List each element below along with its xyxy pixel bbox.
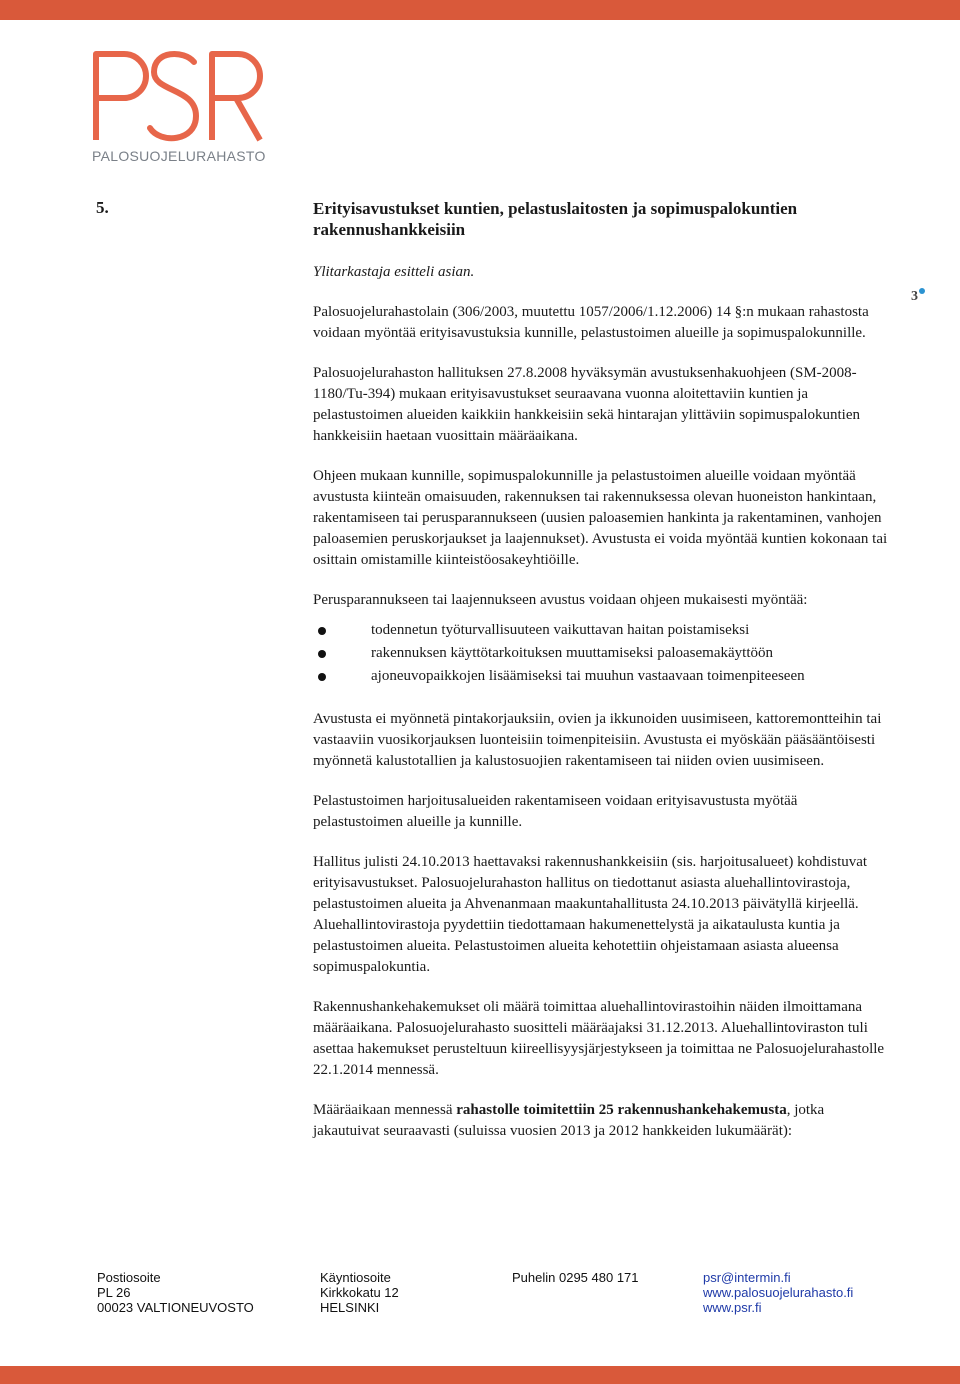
header-color-bar (0, 0, 960, 20)
logo-subtitle: PALOSUOJELURAHASTO (92, 148, 266, 164)
list-item (313, 665, 889, 688)
paragraph-submission: Rakennushankehakemukset oli määrä toimittaa aluehallintovirastoihin näiden ilmoittamana määräaikana. Palosuojelurahasto suositteli määräajaksi 31.12.2013. Aluehallintoviraston tuli asettaa hakemukset perusteltuun kiireellisyysjärjestykseen ja toimittaa ne Palosuojelurahastolle 22.1.2014 mennessä. (313, 999, 885, 1078)
email-link[interactable]: psr@intermin.fi (703, 1270, 791, 1285)
list-item-text: rakennuksen käyttötarkoituksen muuttamiseksi paloasemakäyttöön (371, 645, 773, 661)
footer-contacts (703, 1270, 853, 1315)
section-number: 5. (96, 198, 109, 217)
paragraph-announcement: Hallitus julisti 24.10.2013 haettavaksi rakennushankkeisiin (sis. harjoitusalueet) kohdistuvat erityisavustukset. Palosuojelurahaston hallitus on tiedottanut asiasta aluehallintovirastoja, pelastustoimen alueita ja Ahvenanmaan maakuntahallitusta 24.10.2013 päivätyllä kirjeellä. Aluehallintovirastoja pyydettiin tiedottamaan hakumenettelystä ja aikataulusta kuntia ja pelastustoimen alueita. Pelastustoimen alueita kehotettiin ohjeistamaan asiasta alueensa sopimuspalokuntia. (313, 854, 868, 975)
bold-text: rahastolle toimitettiin 25 rakennushankehakemusta (456, 1102, 787, 1118)
psr-logo (90, 44, 270, 168)
footer-phone (512, 1270, 639, 1285)
footer-line: Puhelin 0295 480 171 (512, 1270, 639, 1285)
footer-line: Kirkkokatu 12 (320, 1285, 399, 1300)
bullet-icon (318, 627, 326, 635)
paragraph-guideline: Palosuojelurahaston hallituksen 27.8.2008 hyväksymän avustuksenhakuohjeen (SM-2008-1180/Tu-394) mukaan erityisavustukset seuraavana vuonna aloitettaviin kuntien ja pelastustoimen alueiden kaikkiin hankkeisiin sekä hintarajan ylittäviin sopimuspalokuntien hankkeisiin haetaan vuosittain määräaikana. (313, 365, 860, 444)
paragraph-presenter: Ylitarkastaja esitteli asian. (313, 264, 475, 280)
footer-line: Käyntiosoite (320, 1270, 391, 1285)
psr-logo-graphic (90, 44, 270, 144)
renovation-criteria-list (313, 619, 889, 688)
list-item-text: todennetun työturvallisuuteen vaikuttavan haitan poistamiseksi (371, 622, 750, 638)
page-number: 3 (911, 289, 918, 304)
paragraph-applications-received (313, 1100, 889, 1142)
bullet-icon (318, 650, 326, 658)
section-title: Erityisavustukset kuntien, pelastuslaitosten ja sopimuspalokuntien rakennushankkeisiin (313, 199, 798, 239)
list-item (313, 619, 889, 642)
website-link[interactable]: www.psr.fi (703, 1300, 762, 1315)
footer-postal-address (97, 1270, 254, 1315)
website-link[interactable]: www.palosuojelurahasto.fi (703, 1285, 854, 1300)
footer-line: 00023 VALTIONEUVOSTO (97, 1300, 254, 1315)
text-span: , jotka jakautuivat seuraavasti (suluissa vuosien 2013 ja 2012 hankkeiden lukumäärät): (313, 1102, 825, 1139)
footer-line: Postiosoite (97, 1270, 161, 1285)
paragraph-eligibility: Ohjeen mukaan kunnille, sopimuspalokunnille ja pelastustoimen alueille voidaan myöntää avustusta kiinteän omaisuuden, rakennuksen tai rakennuksessa olevan huoneiston hankintaan, rakentamiseen tai perusparannukseen (uusien paloasemien hankinta ja rakentaminen, vanhojen paloasemien peruskorjaukset ja laajennukset). Avustusta ei voida myöntää kuntien kokonaan tai osittain omistamille kiinteistöosakeyhtiöille. (313, 468, 888, 568)
footer-line: HELSINKI (320, 1300, 380, 1315)
list-item (313, 642, 889, 665)
list-item-text: ajoneuvopaikkojen lisäämiseksi tai muuhun vastaavaan toimenpiteeseen (371, 668, 805, 684)
text-span: Määräaikaan mennessä (313, 1102, 457, 1118)
document-body (313, 262, 889, 1161)
bullet-icon (318, 673, 326, 681)
footer-visiting-address (320, 1270, 399, 1315)
paragraph-training-areas: Pelastustoimen harjoitusalueiden rakentamiseen voidaan erityisavustusta myötää pelastustoimen alueille ja kunnille. (313, 793, 798, 830)
paragraph-exclusions: Avustusta ei myönnetä pintakorjauksiin, ovien ja ikkunoiden uusimiseen, kattoremontteihin tai vastaaviin vuosikorjauksen luonteisiin toimenpiteisiin. Avustusta ei myöskään pääsääntöisesti myönnetä kalustotallien ja kalustosuojien rakentamiseen tai niiden ovien uusimiseen. (313, 711, 882, 769)
paragraph-renovation-intro: Perusparannukseen tai laajennukseen avustus voidaan ohjeen mukaisesti myöntää: (313, 592, 808, 608)
paragraph-legal-basis: Palosuojelurahastolain (306/2003, muutettu 1057/2006/1.12.2006) 14 §:n mukaan rahastosta voidaan myöntää erityisavustuksia kunnille, pelastustoimen alueille ja sopimuspalokunnille. (313, 304, 869, 341)
page-number-badge (904, 288, 928, 312)
footer-line: PL 26 (97, 1285, 131, 1300)
footer-color-bar (0, 1366, 960, 1384)
